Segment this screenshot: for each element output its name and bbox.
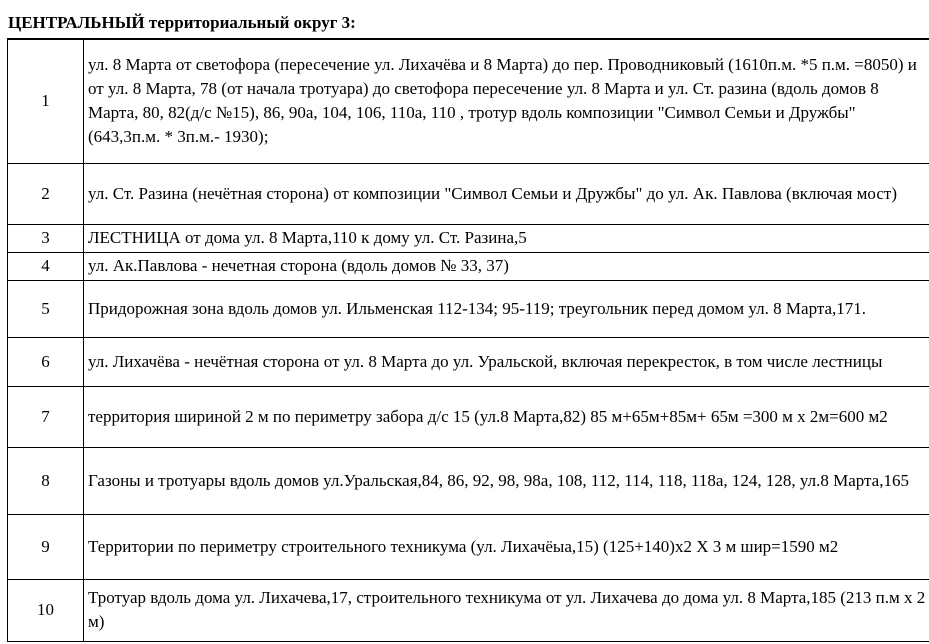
territory-table — [7, 38, 930, 642]
row-description: ул. 8 Марта от светофора (пересечение ул. Лихачёва и 8 Марта) до пер. Проводниковый (1610п.м. *5 п.м. =8050) и от ул. 8 Марта, 78 (от начала тротуара) до светофора пересечение ул. 8 Марта и ул. Ст. разина (вдоль домов 8 Марта, 80, 82(д/с №15), 86, 90а, 104, 106, 110а, 110 , тротур вдоль композиции "Символ Семьи и Дружбы" (643,3п.м. * 3п.м.- 1930); — [84, 39, 930, 163]
row-description: Придорожная зона вдоль домов ул. Ильменская 112-134; 95-119; треугольник перед домом ул. 8 Марта,171. — [84, 280, 930, 337]
table-row — [8, 163, 930, 224]
row-number: 5 — [8, 280, 84, 337]
row-number: 2 — [8, 163, 84, 224]
row-description: территория шириной 2 м по периметру забора д/с 15 (ул.8 Марта,82) 85 м+65м+85м+ 65м =300 м х 2м=600 м2 — [84, 386, 930, 447]
row-description: Тротуар вдоль дома ул. Лихачева,17, строительного техникума от ул. Лихачева до дома ул. 8 Марта,185 (213 п.м х 2 м) — [84, 579, 930, 641]
row-description: Территории по периметру строительного техникума (ул. Лихачёыа,15) (125+140)х2 Х 3 м шир=1590 м2 — [84, 514, 930, 579]
row-description: ЛЕСТНИЦА от дома ул. 8 Марта,110 к дому ул. Ст. Разина,5 — [84, 224, 930, 252]
table-row — [8, 447, 930, 514]
table-row — [8, 252, 930, 280]
table-row — [8, 579, 930, 641]
table-row — [8, 337, 930, 386]
row-number: 6 — [8, 337, 84, 386]
table-row — [8, 224, 930, 252]
row-number: 10 — [8, 579, 84, 641]
row-number: 3 — [8, 224, 84, 252]
table-row — [8, 280, 930, 337]
row-number: 9 — [8, 514, 84, 579]
row-number: 8 — [8, 447, 84, 514]
row-number: 1 — [8, 39, 84, 163]
row-description: ул. Ст. Разина (нечётная сторона) от композиции "Символ Семьи и Дружбы" до ул. Ак. Павлова (включая мост) — [84, 163, 930, 224]
row-description: Газоны и тротуары вдоль домов ул.Уральская,84, 86, 92, 98, 98а, 108, 112, 114, 118, 118а, 124, 128, ул.8 Марта,165 — [84, 447, 930, 514]
table-row — [8, 386, 930, 447]
row-number: 4 — [8, 252, 84, 280]
row-description: ул. Ак.Павлова - нечетная сторона (вдоль домов № 33, 37) — [84, 252, 930, 280]
table-row — [8, 39, 930, 163]
row-description: ул. Лихачёва - нечётная сторона от ул. 8 Марта до ул. Уральской, включая перекресток, в том числе лестницы — [84, 337, 930, 386]
table-row — [8, 514, 930, 579]
row-number: 7 — [8, 386, 84, 447]
document-heading: ЦЕНТРАЛЬНЫЙ территориальный округ 3: — [8, 13, 356, 32]
